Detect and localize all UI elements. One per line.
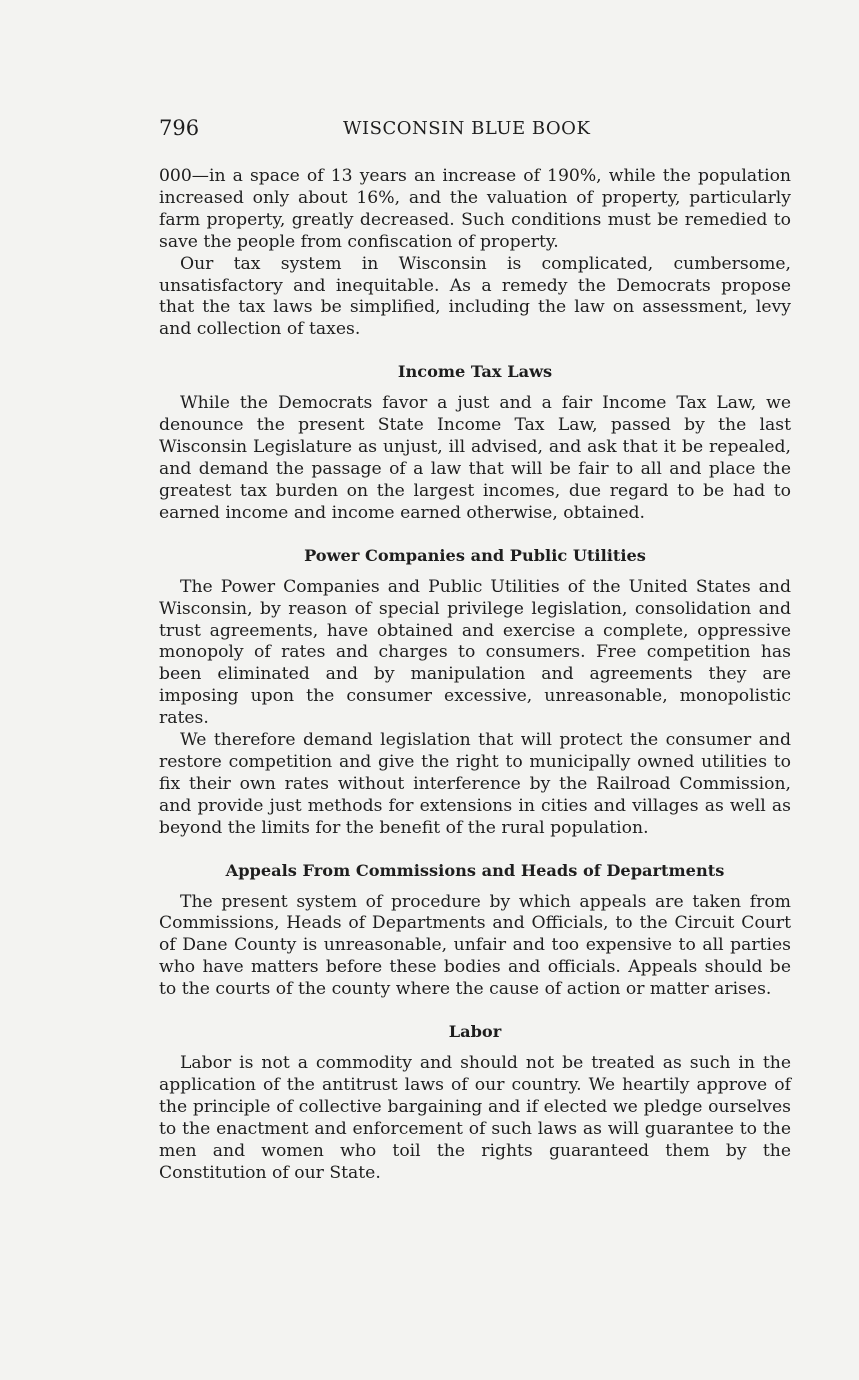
intro-paragraph-2: Our tax system in Wisconsin is complicated, cumbersome, unsatisfactory and inequitable. As a remedy the Democrats propose that the tax laws be simplified, including the law on assessment, levy and collection of taxes. xyxy=(159,253,791,340)
intro-paragraph-1: 000—in a space of 13 years an increase of 190%, while the population increased only about 16%, and the valuation of property, particularly farm property, greatly decreased. Such conditions must be remedied to save the people from confiscation of property. xyxy=(159,166,791,252)
power-companies-heading: Power Companies and Public Utilities xyxy=(304,545,646,565)
labor-heading: Labor xyxy=(448,1022,502,1042)
income-tax-paragraph: While the Democrats favor a just and a fair Income Tax Law, we denounce the present State Income Tax Law, passed by the last Wisconsin Legislature as unjust, ill advised, and ask that it be repealed, and demand the passage of a law that will be fair to all and place the greatest tax burden on the largest incomes, due regard to be had to earned income and income earned otherwise, obtained. xyxy=(159,393,791,523)
running-title: WISCONSIN BLUE BOOK xyxy=(343,118,591,139)
income-tax-heading: Income Tax Laws xyxy=(397,362,553,382)
appeals-paragraph: The present system of procedure by which appeals are taken from Commissions, Heads of Departments and Officials, to the Circuit Court of Dane County is unreasonable, unfair and too expensive to all parties who have matters before these bodies and officials. Appeals should be to the courts of the county where the cause of action or matter arises. xyxy=(159,891,791,1000)
page-number: 796 xyxy=(159,116,200,140)
power-companies-paragraph-1: The Power Companies and Public Utilities of the United States and Wisconsin, by reason of special privilege legislation, consolidation and trust agreements, have obtained and exercise a complete, oppressive monopoly of rates and charges to consumers. Free competition has been eliminated and by manipulation and agreements they are imposing upon the consumer excessive, unreasonable, monopolistic rates. xyxy=(159,576,791,729)
power-companies-paragraph-2: We therefore demand legislation that will protect the consumer and restore competition and give the right to municipally owned utilities to fix their own rates without interference by the Railroad Commission, and provide just methods for extensions in cities and villages as well as beyond the limits for the benefit of the rural population. xyxy=(159,730,791,838)
labor-paragraph: Labor is not a commodity and should not be treated as such in the application of the antitrust laws of our country. We heartily approve of the principle of collective bargaining and if elected we pledge ourselves to the enactment and enforcement of such laws as will guarantee to the men and women who toil the rights guaranteed them by the Constitution of our State. xyxy=(159,1053,791,1183)
appeals-heading: Appeals From Commissions and Heads of Departments xyxy=(225,860,725,880)
page-header xyxy=(159,116,791,144)
page-body xyxy=(159,166,791,1185)
